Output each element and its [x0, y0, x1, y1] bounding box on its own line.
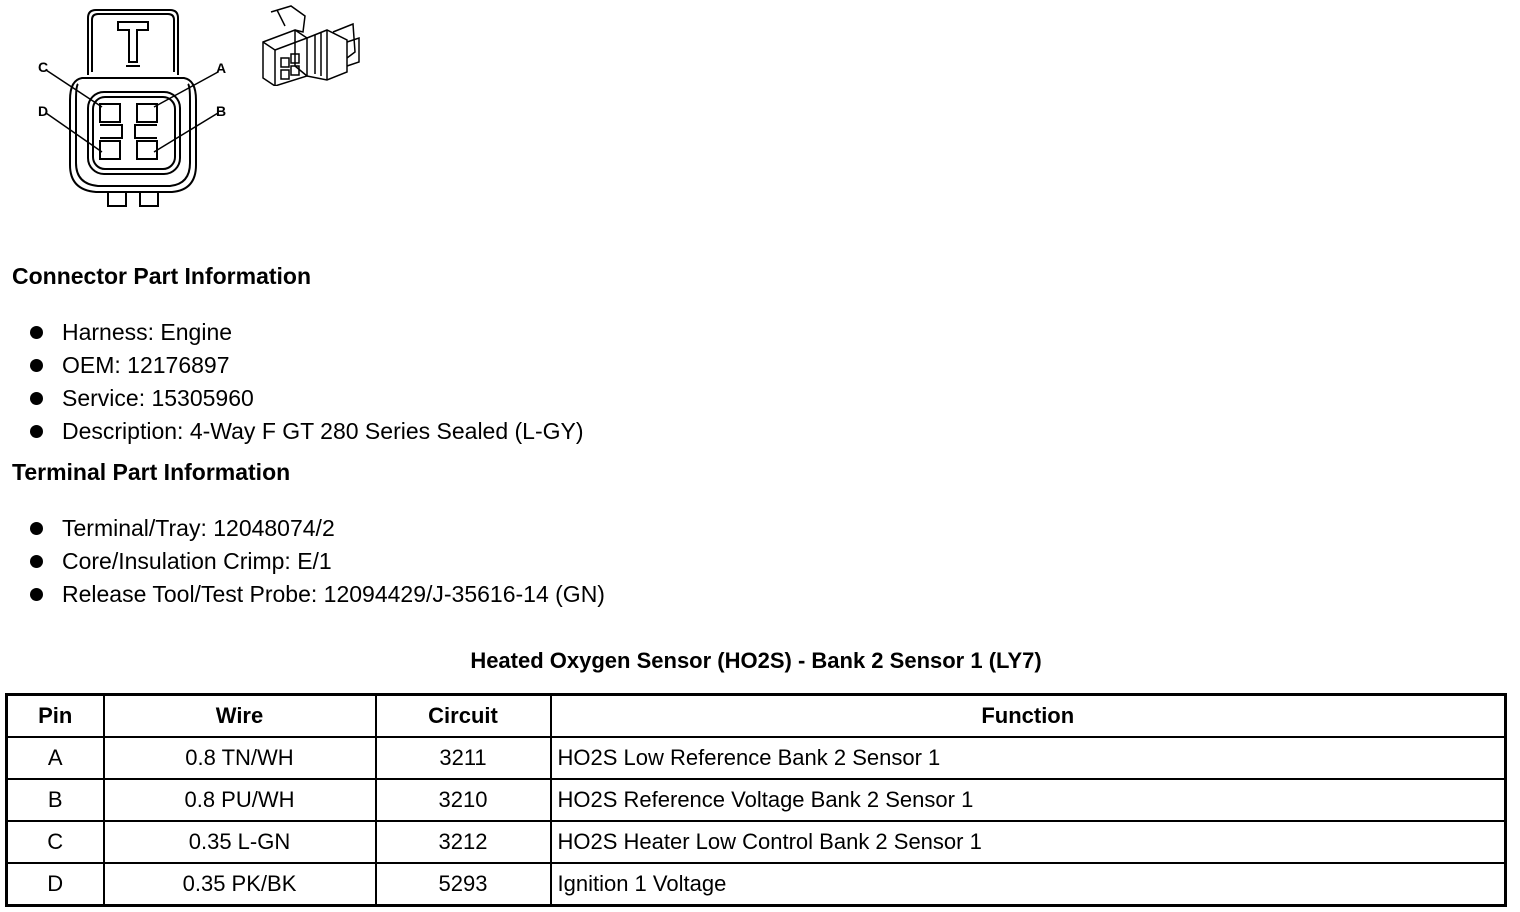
- pin-label-d: D: [38, 103, 49, 119]
- bullet-icon: [30, 392, 43, 405]
- list-item: OEM: 12176897: [28, 349, 584, 382]
- column-header-circuit: Circuit: [376, 695, 551, 738]
- wire-cell: 0.8 TN/WH: [104, 737, 376, 779]
- list-item: Description: 4-Way F GT 280 Series Sealed (L-GY): [28, 415, 584, 448]
- table-title: Heated Oxygen Sensor (HO2S) - Bank 2 Sensor 1 (LY7): [470, 648, 1042, 673]
- column-header-wire: Wire: [104, 695, 376, 738]
- bullet-icon: [30, 522, 43, 535]
- list-item: Harness: Engine: [28, 316, 584, 349]
- pin-label-c: C: [38, 59, 49, 75]
- bullet-icon: [30, 555, 43, 568]
- function-cell: HO2S Heater Low Control Bank 2 Sensor 1: [551, 821, 1506, 863]
- bullet-icon: [30, 425, 43, 438]
- table-row: [7, 779, 1506, 821]
- table-row: [7, 821, 1506, 863]
- pin-cell: B: [7, 779, 104, 821]
- bullet-icon: [30, 588, 43, 601]
- pin-cell: A: [7, 737, 104, 779]
- function-cell: HO2S Low Reference Bank 2 Sensor 1: [551, 737, 1506, 779]
- connector-face-diagram: [30, 0, 230, 215]
- list-item: Release Tool/Test Probe: 12094429/J-35616-14 (GN): [28, 578, 605, 611]
- connector-part-info-heading: Connector Part Information: [12, 263, 312, 289]
- bullet-icon: [30, 359, 43, 372]
- table-header-row: [7, 695, 1506, 738]
- bullet-icon: [30, 326, 43, 339]
- list-item: Service: 15305960: [28, 382, 584, 415]
- terminal-part-info-list: [28, 512, 605, 611]
- list-item: Terminal/Tray: 12048074/2: [28, 512, 605, 545]
- wire-cell: 0.35 L-GN: [104, 821, 376, 863]
- function-cell: HO2S Reference Voltage Bank 2 Sensor 1: [551, 779, 1506, 821]
- table-row: [7, 737, 1506, 779]
- table-row: [7, 863, 1506, 906]
- column-header-function: Function: [551, 695, 1506, 738]
- connector-part-info-list: [28, 316, 584, 448]
- column-header-pin: Pin: [7, 695, 104, 738]
- circuit-cell: 5293: [376, 863, 551, 906]
- pin-cell: C: [7, 821, 104, 863]
- circuit-cell: 3211: [376, 737, 551, 779]
- wire-cell: 0.35 PK/BK: [104, 863, 376, 906]
- function-cell: Ignition 1 Voltage: [551, 863, 1506, 906]
- wire-cell: 0.8 PU/WH: [104, 779, 376, 821]
- terminal-part-info-heading: Terminal Part Information: [12, 459, 291, 485]
- pinout-table: [5, 693, 1507, 907]
- pin-cell: D: [7, 863, 104, 906]
- list-item: Core/Insulation Crimp: E/1: [28, 545, 605, 578]
- pin-label-a: A: [216, 60, 227, 76]
- circuit-cell: 3210: [376, 779, 551, 821]
- connector-thumbnail: [255, 2, 365, 86]
- circuit-cell: 3212: [376, 821, 551, 863]
- pin-label-b: B: [216, 103, 227, 119]
